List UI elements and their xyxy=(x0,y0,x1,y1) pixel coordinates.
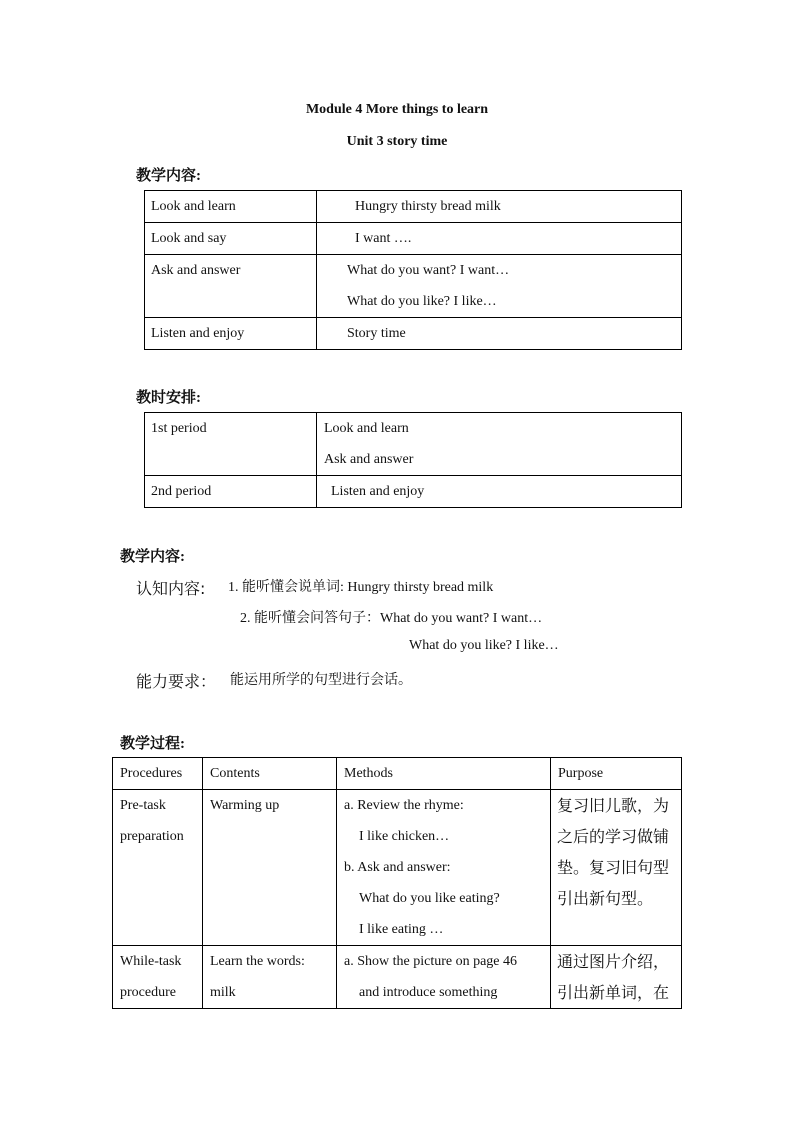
table-cell: What do you like? I like… xyxy=(347,294,497,309)
table-row xyxy=(145,191,682,223)
column-header-contents: Contents xyxy=(210,766,260,781)
table-cell: Ask and answer xyxy=(151,263,241,278)
table-cell: a. Review the rhyme: xyxy=(344,798,464,813)
table-cell: What do you like eating? xyxy=(359,891,500,906)
cognition-label: 认知内容: xyxy=(136,579,206,598)
table-header-row xyxy=(113,758,682,790)
table-cell: Learn the words: xyxy=(210,954,305,969)
table-cell: preparation xyxy=(120,829,184,844)
table-cell: While-task xyxy=(120,954,182,969)
table-cell: Look and learn xyxy=(324,421,409,436)
ability-text: 能运用所学的句型进行会话。 xyxy=(230,673,412,688)
table-cell: milk xyxy=(210,985,236,1000)
objective-item-1: 1. 能听懂会说单词: Hungry thirsty bread milk xyxy=(228,580,494,595)
table-cell: Ask and answer xyxy=(324,452,414,467)
ability-label: 能力要求： xyxy=(136,672,217,691)
table-row xyxy=(145,413,682,476)
table-cell: Hungry thirsty bread milk xyxy=(355,199,501,214)
section-heading-schedule: 教时安排: xyxy=(136,390,201,406)
table-cell: I like eating … xyxy=(359,922,444,937)
table-cell: Pre-task xyxy=(120,798,166,813)
table-cell: I want …. xyxy=(355,231,412,246)
objective-item-2: 2. 能听懂会问答句子：What do you want? I want… xyxy=(240,611,543,626)
table-row xyxy=(145,255,682,318)
table-row xyxy=(113,790,682,946)
table-cell: procedure xyxy=(120,985,176,1000)
table-cell: 通过图片介绍，引出新单词，在 xyxy=(557,952,670,1002)
objective-item-2-continued: What do you like? I like… xyxy=(409,638,559,653)
table-row xyxy=(113,946,682,1009)
table-cell: 2nd period xyxy=(151,484,212,499)
table-cell: Listen and enjoy xyxy=(151,326,245,341)
section-heading-process: 教学过程: xyxy=(120,736,185,752)
content-table xyxy=(144,190,682,350)
schedule-table xyxy=(144,412,682,508)
table-cell: Story time xyxy=(347,326,406,341)
table-row xyxy=(145,223,682,255)
table-cell: 复习旧儿歌，为之后的学习做铺垫。复习旧句型引出新句型。 xyxy=(557,796,670,908)
table-cell: 1st period xyxy=(151,421,207,436)
table-cell: and introduce something xyxy=(359,985,498,1000)
section-heading-objectives: 教学内容: xyxy=(120,549,185,565)
table-cell: Look and learn xyxy=(151,199,236,214)
table-cell: Listen and enjoy xyxy=(331,484,425,499)
process-table xyxy=(112,757,682,1009)
column-header-procedures: Procedures xyxy=(120,766,183,781)
document-title: Module 4 More things to learn xyxy=(305,102,489,117)
table-cell: I like chicken… xyxy=(359,829,450,844)
column-header-methods: Methods xyxy=(344,766,393,781)
section-heading-content: 教学内容: xyxy=(136,168,201,184)
table-row xyxy=(145,476,682,508)
table-cell: Warming up xyxy=(210,798,280,813)
table-cell: Look and say xyxy=(151,231,227,246)
table-cell: a. Show the picture on page 46 xyxy=(344,954,518,969)
table-row xyxy=(145,318,682,350)
document-subtitle: Unit 3 story time xyxy=(346,134,448,149)
table-cell: b. Ask and answer: xyxy=(344,860,451,875)
table-cell: What do you want? I want… xyxy=(347,263,510,278)
column-header-purpose: Purpose xyxy=(558,766,604,781)
